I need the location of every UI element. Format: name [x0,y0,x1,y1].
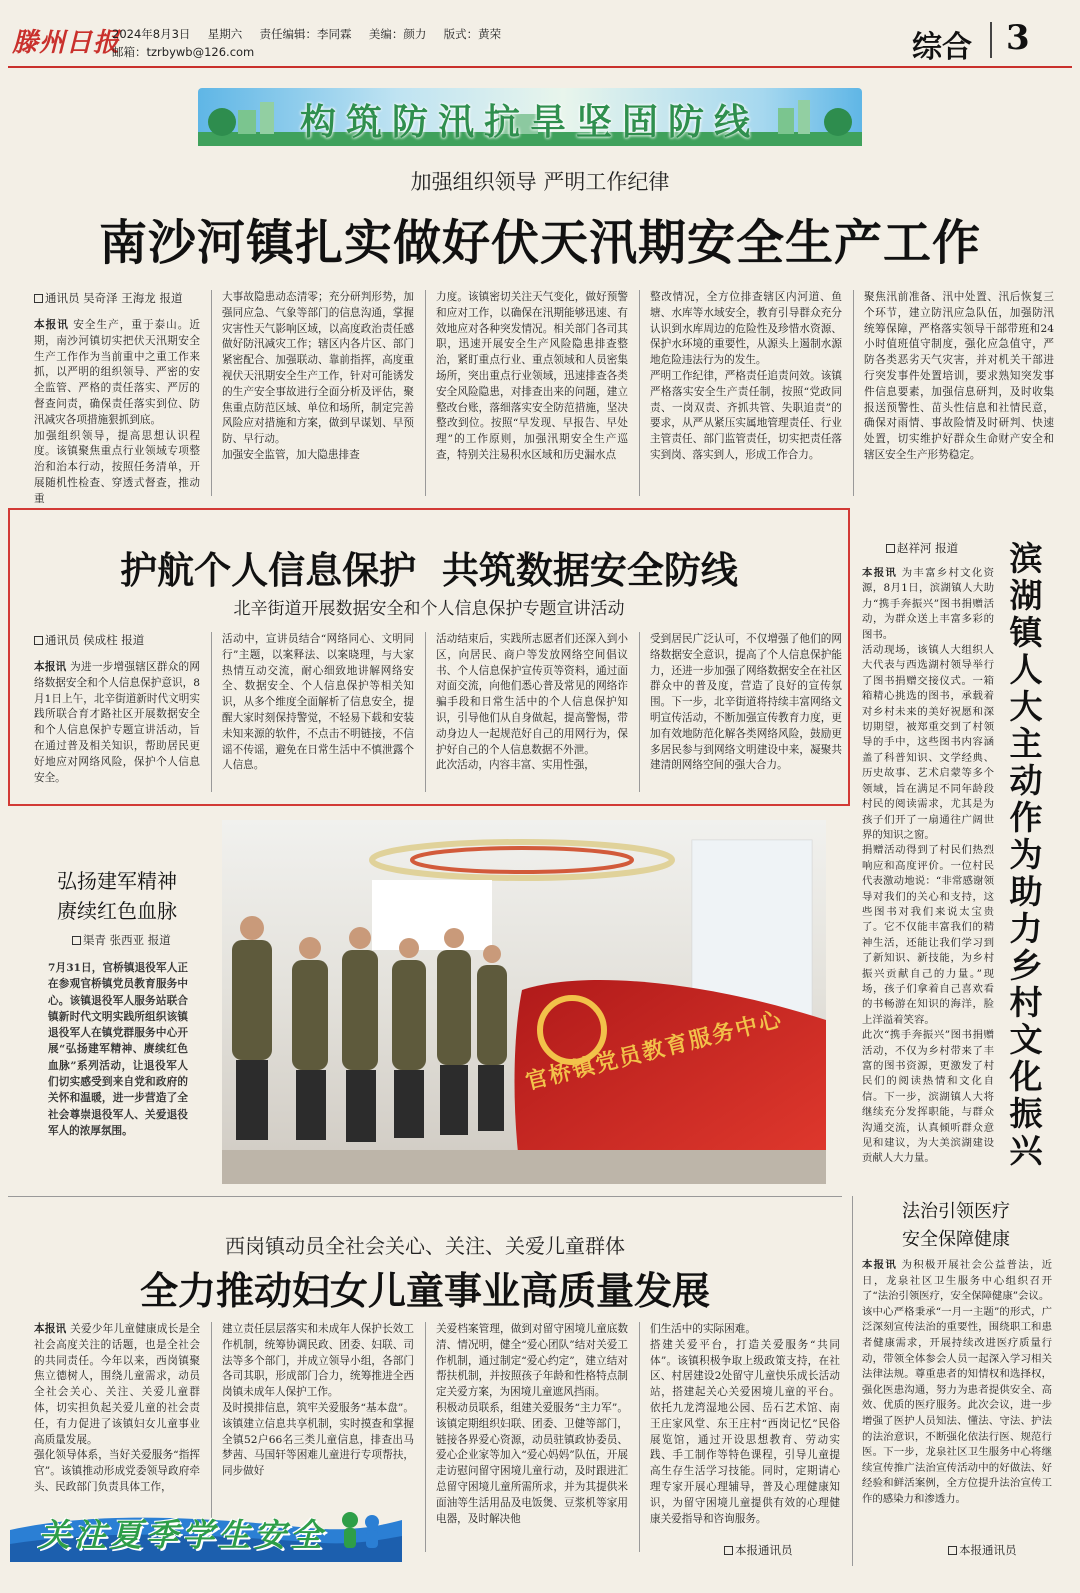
article2-subhead: 北辛街道开展数据安全和个人信息保护专题宣讲活动 [233,599,625,619]
article2-col2: 活动中，宣讲员结合“网络同心、文明同行”主题，以案释法、以案晓理，与大家热情互动交流，耐心细致地讲解网络安全、数据安全、个人信息保护等相关知识，从多个维度全面解析了信息安全，提醒大家时刻保持警觉，不轻易下载和安装未知来源的软件，不点击不明链接，不信谣不传谣，避免在日常生活中不慎泄露个人信息。 [222,633,414,772]
divider [639,1322,640,1552]
article4-headline-line2: 赓续红色血脉 [57,899,177,923]
article4-byline: 渠青 张西亚 报道 [72,932,171,948]
divider [211,632,212,792]
section-divider [990,22,992,58]
article5-col1: 本报讯 关爱少年儿童健康成长是全社会高度关注的话题，也是全社会的共同责任。今年以来，西岗镇聚焦立德树人，围绕儿童需求，动员全社会关心、关注、关爱儿童群体，切实担负起关爱儿童的社会责任，有力促进了该镇妇女儿童事业高质量发展。 强化领导体系，当好关爱服务“指挥官”。该镇推动形成党委领导政府牵头、民政部门负责具体工作， [34,1323,200,1493]
footer-banner-title: 关注夏季学生安全 [38,1516,327,1554]
article3-byline: 赵祥河 报道 [886,540,958,556]
issue-weekday: 星期六 [207,27,243,41]
article4-body: 7月31日，官桥镇退役军人正在参观官桥镇党员教育服务中心。该镇退役军人服务站联合镇新时代文明实践所组织该镇退役军人在镇党群服务中心开展“弘扬建军精神、赓续红色血脉”系列活动，让退役军人们切实感受到来自党和政府的关怀和温暖，进一步营造了全社会尊崇退役军人、关爱退役军人的浓厚氛围。 [48,962,188,1137]
article2-col1: 本报讯 为进一步增强辖区群众的网络数据安全和个人信息保护意识，8月1日上午，北辛街道新时代文明实践所联合育才路社区开展数据安全和个人信息保护专题宣讲活动，旨在通过普及相关知识，帮助居民更好地应对网络风险，保护个人信息安全。 [34,661,200,784]
article5-col4: 们生活中的实际困难。 搭建关爱平台，打造关爱服务“共同体”。该镇积极争取上级政策支持，在社区、村居建设2处留守儿童快乐成长活动站，搭建起关心关爱困境儿童的平台。依托九龙湾湿地公园、岳石艺术馆、南王庄家风堂、东王庄村“西岗记忆”民俗展览馆，通过开设思想教育、劳动实践、手工制作等特色课程，引导儿童提高生存生活学习技能。同时，定期请心理专家开展心理辅导，普及心理健康知识，为留守困境儿童提供有效的心理健康关爱指导和咨询服务。 [650,1323,840,1525]
photo-scene [222,820,826,1184]
article1-col1: 本报讯 安全生产，重于泰山。近期，南沙河镇切实把伏天汛期安全生产工作作为当前重中之重工作来抓，以严明的组织领导、严密的安全监管、严格的责任落实、严厉的督查问责，确保责任落实到位、防汛减灾各项措施狠抓到底。 加强组织领导，提高思想认识程度。该镇聚焦重点行业领域专项整治和治本行动，按照任务清单，开展随机性检查、穿透式督查，推动重 [34,319,201,505]
article2-headline: 护航个人信息保护 共筑数据安全防线 [120,549,738,592]
divider [8,1196,842,1197]
divider [852,1196,853,1566]
article6-headline-line2: 安全保障健康 [902,1229,1010,1250]
article1-col2: 大事故隐患动态清零；充分研判形势，加强同应急、气象等部门的信息沟通，掌握灾害性天气影响区域，以高度政治责任感做好防汛减灾工作；辖区内各片区、部门紧密配合、加强联动、靠前指挥，高度重视伏天汛期安全生产工作，针对可能诱发的生产安全事故进行全面分析及评估，聚焦重点防范区域、单位和场所，制定完善风险应对措施和方案，做到早谋划、早预防、早行动。 加强安全监管，加大隐患排查 [222,291,414,461]
article6-byline: 本报通讯员 [948,1542,1017,1558]
page-number: 3 [1006,18,1030,58]
article5-kicker: 西岗镇动员全社会关心、关注、关爱儿童群体 [225,1234,625,1258]
article5-col3: 关爱档案管理，做到对留守困境儿童底数清、情况明，健全“爱心团队”结对关爱工作机制，通过制定“爱心约定”，建立结对帮扶机制，并按照孩子年龄和性格特点制定关爱方案，为困境儿童遮风挡雨。 积极动员联系，组建关爱服务“主力军”。该镇定期组织妇联、团委、卫健等部门，链接各界爱心资源，动员驻镇政协委员、爱心企业家等加入“爱心妈妈”队伍，开展走访慰问留守困境儿童行动，及时跟进汇总留守困境儿童所需所求，并为其提供米面油等生活用品及电饭煲、豆浆机等家用电器，及时解决他 [436,1323,628,1525]
article1-byline: 通讯员 吴奇泽 王海龙 报道 [34,290,182,306]
photo-sign: 官桥镇党员教育服务中心 [523,1006,786,1096]
article1-col5: 聚焦汛前准备、汛中处置、汛后恢复三个环节，建立防汛应急队伍，加强防汛统筹保障，严格落实领导干部带班和24小时值班值守制度，强化应急值守，严防各类恶劣天气灾害，并对机关干部进行突发事件处置培训，要求熟知突发事件信息要素，加强信息研判，及时收集报送预警性、苗头性信息和社情民意，确保对雨情、事故险情及时研判、快速处置，切实维护好群众生命财产安全和辖区安全生产形势稳定。 [864,291,1054,461]
article5-col2: 建立责任层层落实和未成年人保护长效工作机制，统筹协调民政、团委、妇联、司法等多个部门，并成立领导小组，各部门各司其职，形成部门合力，统筹推进全西岗镇未成年人保护工作。 及时摸排信息，筑牢关爱服务“基本盘”。该镇建立信息共享机制，实时摸查和掌握全镇52户66名三类儿童信息，排查出马梦茜、马国轩等困难儿童进行专项帮扶，同步做好 [222,1323,414,1478]
divider [639,290,640,496]
masthead-email: 邮箱：tzrbywb@126.com [112,45,255,59]
responsible-editor: 责任编辑：李同霖 [259,27,352,41]
divider [639,632,640,792]
divider [425,1322,426,1552]
footer-banner [10,1500,402,1562]
divider [211,290,212,496]
section-name: 综合 [912,30,972,65]
divider [853,290,854,496]
flood-banner [198,88,862,146]
article2-col3: 活动结束后，实践所志愿者们还深入到小区，向居民、商户等发放网络空间倡议书、个人信息保护宣传页等资料，通过面对面交流，向他们悉心普及常见的网络诈骗手段和日常生活中的个人信息保护知识，引导他们从自身做起，提高警惕，带动身边人一起规范好自己的用网行为，保护好自己的个人信息数据不外泄。 此次活动，内容丰富、实用性强， [436,633,628,772]
article1-kicker: 加强组织领导 严明工作纪律 [410,170,670,194]
banner-title: 构筑防汛抗旱坚固防线 [299,101,760,143]
article5-headline: 全力推动妇女儿童事业高质量发展 [139,1269,710,1313]
article3-body: 本报讯 为丰富乡村文化资源，8月1日，滨湖镇人大助力“携手奔振兴”图书捐赠活动，为群众送上丰富多彩的图书。 活动现场，该镇人大组织人大代表与西选湖村领导举行了图书捐赠交接仪式。一箱箱精心挑选的图书，承载着对乡村未来的美好祝愿和深切期望，被郑重交到了村领导的手中，这些图书内容涵盖了科普知识、文学经典、历史故事、艺术启蒙等多个领域，旨在满足不同年龄段村民的阅读需求，尤其是为孩子们开了一扇通往广阔世界的知识之窗。 捐赠活动得到了村民们热烈响应和高度评价。一位村民代表激动地说：“非常感谢领导对我们的关心和支持，这些图书对我们来说太宝贵了。它不仅能丰富我们的精神生活，还能让我们学习到了新知识、新技能，为乡村振兴贡献自己的力量。”现场，孩子们拿着自己喜欢看的书畅游在知识的海洋，脸上洋溢着笑容。 此次“携手奔振兴”图书捐赠活动，不仅为乡村带来了丰富的图书资源，更激发了村民们的阅读热情和文化自信。下一步，滨湖镇人大将继续充分发挥职能，与群众沟通交流，认真倾听群众意见和建议，为大美滨湖建设贡献人大力量。 [862,567,995,1165]
issue-date: 2024年8月3日 [112,27,191,41]
divider [425,632,426,792]
article2-col4: 受到居民广泛认可，不仅增强了他们的网络数据安全意识，提高了个人信息保护能力，还进一步加强了网络数据安全在社区群众中的普及度，营造了良好的宣传氛围。下一步，北辛街道将持续丰富网络文明宣传活动，不断加强宣传教育力度，更加有效地防范化解各类网络风险，鼓励更多居民参与到网络文明建设中来，凝聚共建清朗网络空间的强大合力。 [650,633,842,772]
article1-headline: 南沙河镇扎实做好伏天汛期安全生产工作 [98,215,981,271]
layout-editor: 版式：黄荣 [443,27,502,41]
article4-headline-line1: 弘扬建军精神 [57,869,177,893]
article6-headline [858,1198,1054,1254]
article4-headline [22,866,212,926]
article1-col4: 整改情况，全方位排查辖区内河道、鱼塘、水库等水域安全，教育引导群众充分认识到水库周边的危险性及珍惜水资源、保护水环境的重要性，从源头上遏制水源地危险违法行为的发生。 严明工作纪律，严格责任追责问效。该镇严格落实安全生产责任制，按照“党政同责、一岗双责、齐抓共管、失职追责”的要求，从严从紧压实属地管理责任、行业主管责任、部门监管责任，切实把责任落实到岗、落实到人，形成工作合力。 [650,291,842,461]
article1-col3: 力度。该镇密切关注天气变化，做好预警和应对工作，以确保在汛期能够迅速、有效地应对各种突发情况。相关部门各司其职，迅速开展安全生产风险隐患排查整治，紧盯重点行业、重点领域和人员密集场所，突出重点行业领域，迅速排查各类安全风险隐患，对排查出来的问题，建立整改台账，落细落实安全防范措施，坚决整改到位。按照“早发现、早报告、早处理”的工作原则，加强汛期安全生产巡查，特别关注易积水区域和历史漏水点 [436,291,628,461]
newspaper-logo: 滕州日报 [12,28,121,58]
masthead-info [112,26,501,42]
masthead [0,0,1080,66]
article5-byline: 本报通讯员 [724,1542,793,1558]
art-editor: 美编：颜力 [368,27,427,41]
news-photo [222,820,826,1184]
divider [425,290,426,496]
article3-headline: 滨湖镇人大主动作为助力乡村文化振兴 [1009,539,1043,1170]
article6-body: 本报讯 为积极开展社会公益普法，近日，龙泉社区卫生服务中心组织召开了“法治引领医疗，安全保障健康”会议。 该中心严格秉承“一月一主题”的形式，广泛深刻宣传法治的重要性，围绕职工和患者健康需求，开展持续改进医疗质量行动，带领全体参会人员一起深入学习相关法律法规。尊重患者的知情权和选择权，强化医患沟通，努力为患者提供安全、高效、优质的医疗服务。此次会议，进一步增强了医护人员知法、懂法、守法、护法的法治意识，不断强化依法行医、规范行医。下一步，龙泉社区卫生服务中心将继续宣传推广法治宣传活动中的好做法、好经验和鲜活案例，全方位提升法治宣传工作的感染力和渗透力。 [862,1259,1053,1505]
masthead-rule [8,66,1072,68]
article6-headline-line1: 法治引领医疗 [902,1201,1010,1222]
article2-byline: 通讯员 侯成柱 报道 [34,632,144,648]
